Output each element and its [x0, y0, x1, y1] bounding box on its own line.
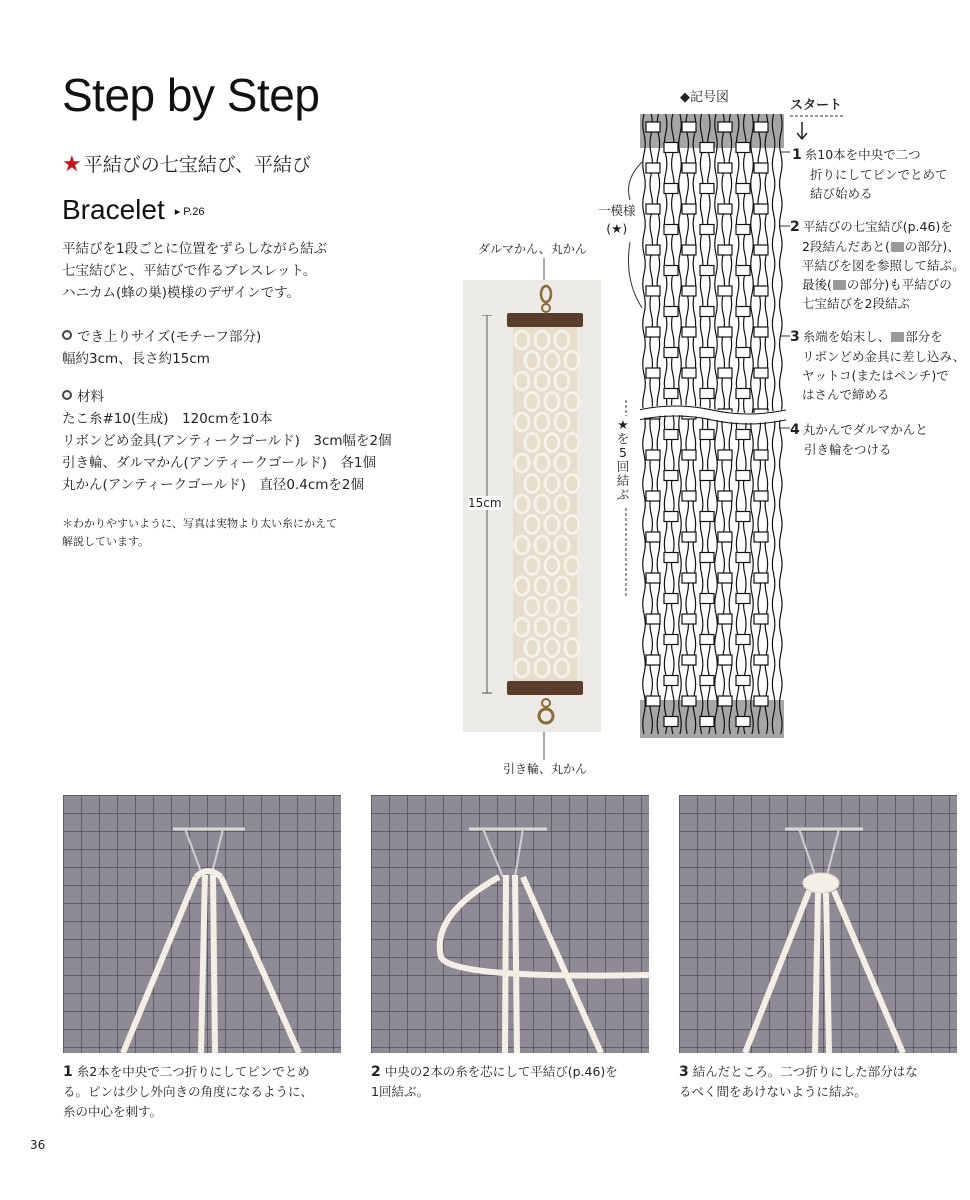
knot-symbol [736, 512, 750, 522]
step-line: ヤットコ(またはペンチ)で [802, 368, 949, 383]
cord-line [679, 114, 682, 734]
step-line: 最後( [802, 277, 832, 292]
knot-symbol [700, 348, 714, 358]
knot-symbol [718, 450, 732, 460]
knot-symbol [718, 573, 732, 583]
knot-symbol [700, 225, 714, 235]
pattern-bracket [622, 160, 644, 310]
knot-symbol [682, 122, 696, 132]
knot-symbol [682, 655, 696, 665]
knot-symbol [664, 307, 678, 317]
page-title: Step by Step [62, 69, 320, 121]
size-heading: でき上りサイズ(モチーフ部分) [62, 326, 261, 348]
knot-symbol [646, 614, 660, 624]
knot-symbol [754, 122, 768, 132]
knot-symbol [682, 614, 696, 624]
step-photo-3 [679, 795, 957, 1053]
size-section [62, 326, 261, 370]
knot-symbol [646, 450, 660, 460]
knot-diagram [640, 114, 786, 742]
knot-symbol [736, 266, 750, 276]
intro-line: 平結びを1段ごとに位置をずらしながら結ぶ [62, 241, 328, 257]
step-number: 2 [790, 219, 800, 235]
length-label: 15cm [468, 496, 502, 510]
knot-symbol [700, 635, 714, 645]
knot-symbol [646, 532, 660, 542]
step-line: 平結びを図を参照して結ぶ。 [802, 258, 965, 273]
step-line: 引き輪をつける [804, 442, 892, 457]
knot-symbol [700, 471, 714, 481]
knot-symbol [736, 594, 750, 604]
subtitle-text: 平結びの七宝結び、平結び [83, 154, 311, 176]
knot-symbol [664, 266, 678, 276]
knot-symbol [682, 245, 696, 255]
knot-symbol [664, 430, 678, 440]
knot-symbol [718, 368, 732, 378]
step-line: はさんで締める [802, 387, 890, 402]
knot-symbol [736, 389, 750, 399]
knot-symbol [754, 573, 768, 583]
cord-illustration [679, 795, 957, 1053]
knot-symbol [682, 327, 696, 337]
knot-symbol [664, 348, 678, 358]
repeat-char: ぶ [616, 487, 630, 502]
knot-symbol [718, 163, 732, 173]
knot-symbol [664, 143, 678, 153]
knot-symbol [718, 655, 732, 665]
caption-line: る。ピンは少し外向きの角度になるように、 [63, 1084, 314, 1099]
knot-symbol [646, 286, 660, 296]
step-number: 1 [792, 147, 802, 163]
knot-symbol [700, 512, 714, 522]
gray-swatch-icon [833, 280, 846, 290]
knot-symbol [700, 676, 714, 686]
knot-symbol [700, 717, 714, 727]
material-item: 引き輪、ダルマかん(アンティークゴールド) 各1個 [62, 455, 376, 471]
step-line: 部分を [905, 329, 943, 344]
repeat-char: を [616, 431, 630, 446]
knot-symbol [646, 204, 660, 214]
knot-symbol [700, 430, 714, 440]
note-text [62, 515, 337, 551]
knot-symbol [700, 143, 714, 153]
step-number: 4 [790, 422, 800, 438]
knot-symbol [664, 225, 678, 235]
caption-line: 糸2本を中央で二つ折りにしてピンでとめ [76, 1064, 310, 1079]
step-line: 糸端を始末し、 [802, 329, 891, 344]
step-number: 2 [371, 1064, 381, 1080]
diagram-step-1 [792, 145, 948, 203]
knot-symbol [664, 594, 678, 604]
caption-line: るべく間をあけないように結ぶ。 [679, 1084, 867, 1099]
product-label: Bracelet [62, 194, 165, 225]
knot-symbol [646, 163, 660, 173]
size-value: 幅約3cm、長さ約15cm [62, 351, 210, 367]
knot-symbol [754, 286, 768, 296]
step-number: 3 [679, 1064, 689, 1080]
product-name [62, 194, 205, 226]
knot-symbol [646, 122, 660, 132]
knot-symbol [754, 245, 768, 255]
material-item: 丸かん(アンティークゴールド) 直径0.4cmを2個 [62, 477, 365, 493]
knot-symbol [700, 184, 714, 194]
repeat-char: 回 [616, 459, 630, 474]
knot-symbol [754, 163, 768, 173]
knot-symbol [736, 307, 750, 317]
pattern-label-star: (★) [606, 221, 628, 236]
caption-line: 中央の2本の糸を芯にして平結び(p.46)を [384, 1064, 618, 1079]
knot-symbol [646, 655, 660, 665]
knot-symbol [664, 553, 678, 563]
diagram-title: ◆記号図 [680, 90, 729, 105]
knot-symbol [664, 184, 678, 194]
knot-symbol [718, 327, 732, 337]
bottom-hardware-label: 引き輪、丸かん [503, 762, 588, 776]
subtitle [62, 150, 311, 177]
knot-symbol [754, 696, 768, 706]
cord-line [715, 114, 718, 734]
knot-symbol [700, 307, 714, 317]
step-photo-1 [63, 795, 341, 1053]
knot-symbol [754, 614, 768, 624]
knot-symbol [736, 225, 750, 235]
knot-symbol [646, 368, 660, 378]
step-photo-2 [371, 795, 649, 1053]
intro-line: ハニカム(蜂の巣)模様のデザインです。 [62, 285, 301, 301]
knot-symbol [718, 286, 732, 296]
knot-symbol [736, 184, 750, 194]
knot-symbol [646, 491, 660, 501]
knot-symbol [664, 676, 678, 686]
knot-symbol [736, 635, 750, 645]
page-number: 36 [30, 1138, 46, 1152]
step-line: 七宝結びを2段結ぶ [802, 296, 910, 311]
top-hardware-label: ダルマかん、丸かん [478, 242, 587, 256]
step-line: 折りにしてピンでとめて [810, 167, 948, 182]
repeat-char: ★ [617, 417, 629, 432]
knot-symbol [736, 471, 750, 481]
material-item: リボンどめ金具(アンティークゴールド) 3cm幅を2個 [62, 433, 392, 449]
step-line: 丸かんでダルマかんと [802, 422, 928, 437]
diagram-step-4 [790, 420, 928, 459]
knot-symbol [682, 368, 696, 378]
cord-line [772, 114, 775, 734]
repeat-char: 5 [619, 445, 627, 460]
knot-symbol [718, 122, 732, 132]
knot-symbol [718, 696, 732, 706]
intro-text [62, 238, 327, 304]
knot-symbol [754, 532, 768, 542]
step-line: の部分)、 [904, 239, 960, 254]
materials-section [62, 386, 392, 496]
knot-symbol [664, 717, 678, 727]
material-item: たこ糸#10(生成) 120cmを10本 [62, 411, 273, 427]
step-line: 2段結んだあと( [802, 239, 890, 254]
knot-symbol [682, 204, 696, 214]
repeat-bracket [618, 400, 634, 600]
step-line: 平結びの七宝結び(p.46)を [802, 219, 953, 234]
knot-symbol [736, 430, 750, 440]
knot-symbol [754, 450, 768, 460]
note-line: ＊わかりやすいように、写真は実物より太い糸にかえて [62, 517, 337, 530]
knot-symbol [718, 614, 732, 624]
cord-illustration [63, 795, 341, 1053]
knot-symbol [700, 266, 714, 276]
knot-symbol [646, 245, 660, 255]
knot-symbol [700, 594, 714, 604]
knot-symbol [736, 553, 750, 563]
step-caption-3 [679, 1062, 918, 1102]
knot-symbol [754, 491, 768, 501]
knot-symbol [754, 327, 768, 337]
caption-line: 糸の中心を刺す。 [63, 1104, 163, 1119]
diagram-step-3 [790, 327, 965, 404]
knot-symbol [700, 553, 714, 563]
star-icon: ★ [62, 152, 82, 177]
knot-symbol [664, 471, 678, 481]
page-reference: ▸ P.26 [174, 206, 205, 218]
knot-symbol [736, 676, 750, 686]
knot-symbol [736, 143, 750, 153]
knot-symbol [718, 204, 732, 214]
knot-symbol [682, 532, 696, 542]
knot-symbol [736, 348, 750, 358]
step-number: 1 [63, 1064, 73, 1080]
knot-symbol [718, 245, 732, 255]
step-caption-1 [63, 1062, 313, 1122]
leader-line [540, 732, 548, 760]
knot-symbol [646, 573, 660, 583]
knot-symbol [700, 389, 714, 399]
knot-symbol [682, 573, 696, 583]
knot-symbol [682, 163, 696, 173]
step-caption-2 [371, 1062, 618, 1102]
knot-symbol [664, 635, 678, 645]
knot-symbol [718, 532, 732, 542]
knot-symbol [682, 491, 696, 501]
intro-line: 七宝結びと、平結びで作るブレスレット。 [62, 263, 317, 279]
gray-swatch-icon [891, 332, 904, 342]
materials-heading: 材料 [62, 386, 392, 408]
diagram-step-2 [790, 217, 965, 313]
knot-symbol [664, 389, 678, 399]
caption-line: 1回結ぶ。 [371, 1084, 430, 1099]
cord-illustration [371, 795, 649, 1053]
step-line: の部分)も平結びの [846, 277, 952, 292]
pattern-label-text: 一模様 [598, 203, 636, 218]
knot-symbol [646, 696, 660, 706]
step-line: 糸10本を中央で二つ [804, 147, 921, 162]
knot-symbol [754, 204, 768, 214]
step-line: リボンどめ金具に差し込み、 [802, 349, 966, 364]
gray-swatch-icon [891, 242, 904, 252]
caption-line: 結んだところ。二つ折りにした部分はな [692, 1064, 918, 1079]
knot-symbol [754, 655, 768, 665]
knot-symbol [718, 491, 732, 501]
knot-symbol [754, 368, 768, 378]
repeat-char: 結 [616, 473, 630, 488]
step-number: 3 [790, 329, 800, 345]
knot-symbol [736, 717, 750, 727]
step-line: 結び始める [810, 186, 873, 201]
knot-symbol [682, 450, 696, 460]
knot-symbol [664, 512, 678, 522]
start-arrow-icon [790, 112, 846, 142]
knot-symbol [682, 286, 696, 296]
start-label: スタート [790, 98, 843, 113]
note-line: 解説しています。 [62, 535, 150, 548]
knot-symbol [682, 696, 696, 706]
knot-symbol [646, 327, 660, 337]
